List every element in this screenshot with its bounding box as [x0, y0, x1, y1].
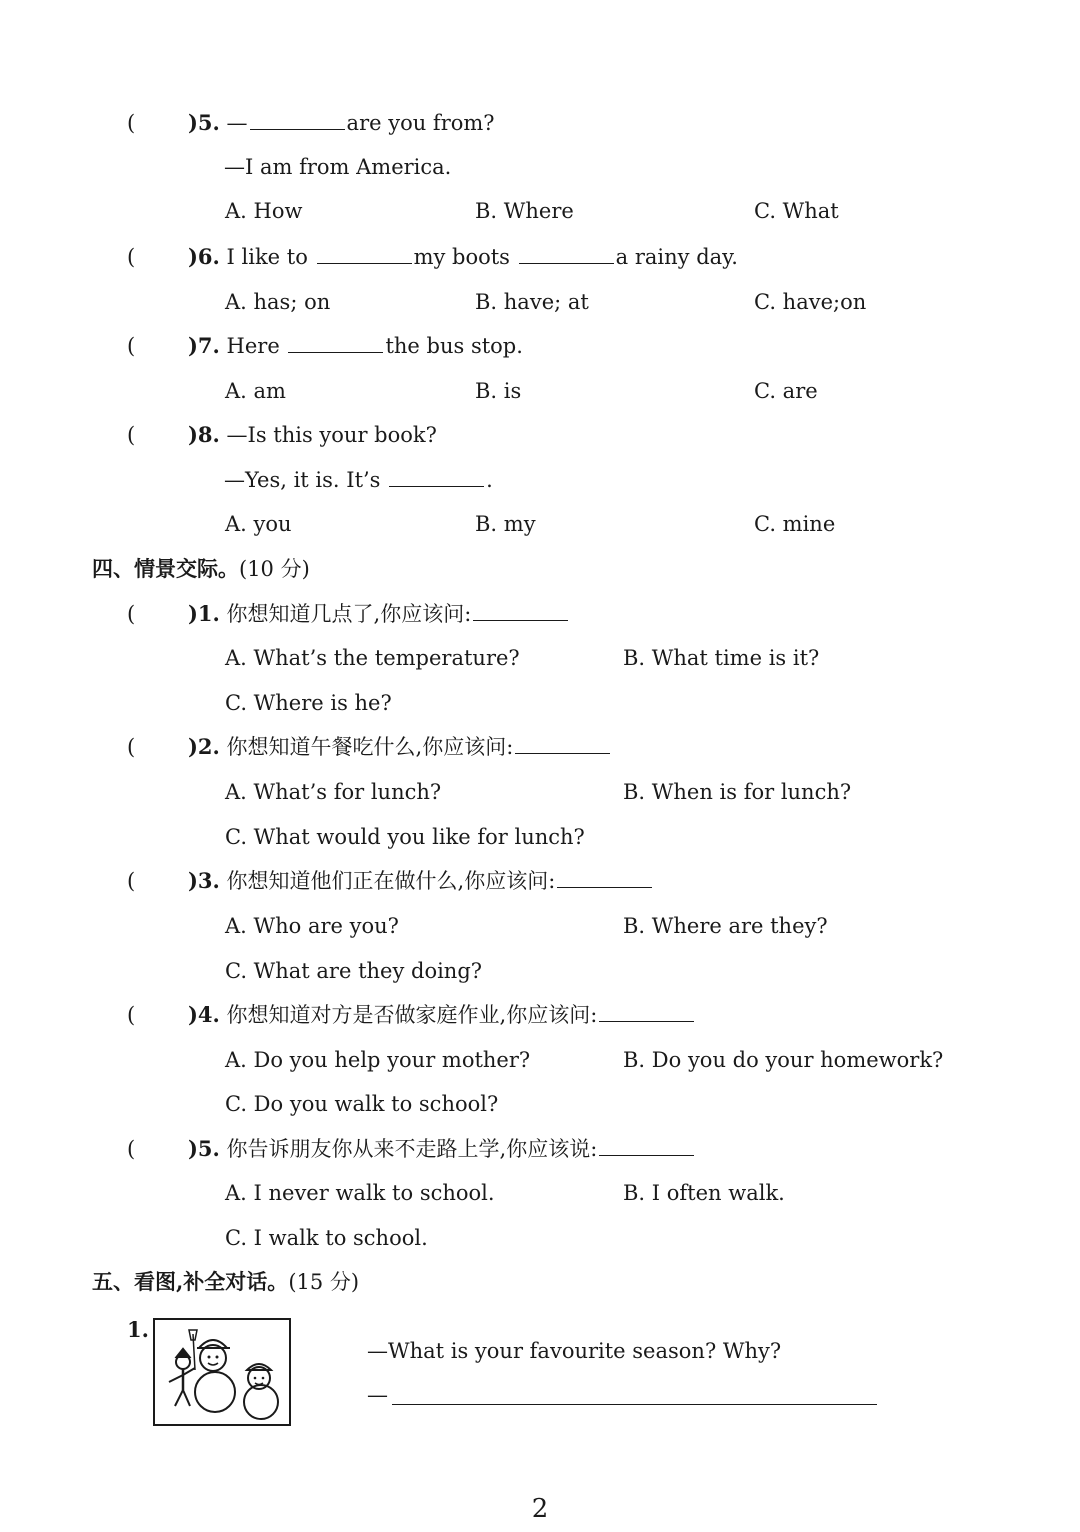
option-b[interactable]: B. my — [475, 512, 536, 536]
question-number: 1. — [127, 1317, 149, 1342]
answer-line[interactable] — [392, 1404, 877, 1405]
option-c[interactable]: C. I walk to school. — [225, 1226, 428, 1250]
question-number: )4. — [188, 1002, 220, 1027]
section-heading-5: 五、看图,补全对话。(15 分) — [92, 1269, 360, 1294]
answer-paren[interactable]: ( — [127, 602, 136, 626]
option-c[interactable]: C. What are they doing? — [225, 959, 483, 983]
answer-blank[interactable] — [557, 867, 652, 888]
question-number: )2. — [188, 734, 220, 759]
answer-blank[interactable] — [389, 466, 484, 487]
answer-paren[interactable]: ( — [127, 111, 136, 135]
answer-paren[interactable]: ( — [127, 245, 136, 269]
answer-paren[interactable]: ( — [127, 869, 136, 893]
option-c[interactable]: C. mine — [754, 512, 836, 536]
snowmen-picture — [153, 1318, 291, 1426]
answer-paren[interactable]: ( — [127, 1137, 136, 1161]
answer-dash: — — [367, 1383, 388, 1407]
option-b[interactable]: B. Do you do your homework? — [623, 1048, 944, 1072]
option-b[interactable]: B. When is for lunch? — [623, 780, 852, 804]
dialogue-answer: —Yes, it is. It’s . — [224, 468, 493, 492]
option-b[interactable]: B. have; at — [475, 290, 589, 314]
option-a[interactable]: A. How — [225, 199, 303, 223]
option-b[interactable]: B. I often walk. — [623, 1181, 785, 1205]
question-number: )3. — [188, 868, 220, 893]
option-c[interactable]: C. What would you like for lunch? — [225, 825, 585, 849]
dialogue-answer: —I am from America. — [224, 155, 452, 179]
answer-blank[interactable] — [473, 600, 568, 621]
option-c[interactable]: C. are — [754, 379, 818, 403]
option-c[interactable]: C. What — [754, 199, 839, 223]
snowman-illustration — [155, 1320, 289, 1424]
question-number: )1. — [188, 601, 220, 626]
answer-blank[interactable] — [250, 109, 345, 130]
dialogue-question: —What is your favourite season? Why? — [367, 1339, 782, 1363]
question-number: )5. — [188, 1136, 220, 1161]
option-c[interactable]: C. Where is he? — [225, 691, 392, 715]
answer-blank[interactable] — [317, 243, 412, 264]
answer-blank[interactable] — [515, 733, 610, 754]
option-a[interactable]: A. I never walk to school. — [225, 1181, 495, 1205]
option-b[interactable]: B. is — [475, 379, 522, 403]
option-a[interactable]: A. you — [225, 512, 292, 536]
option-a[interactable]: A. has; on — [225, 290, 331, 314]
option-c[interactable]: C. have;on — [754, 290, 867, 314]
option-b[interactable]: B. Where are they? — [623, 914, 828, 938]
option-b[interactable]: B. What time is it? — [623, 646, 820, 670]
option-a[interactable]: A. What’s the temperature? — [225, 646, 520, 670]
answer-blank[interactable] — [519, 243, 614, 264]
option-a[interactable]: A. Who are you? — [225, 914, 399, 938]
answer-paren[interactable]: ( — [127, 334, 136, 358]
question-number: )7. — [188, 333, 220, 358]
answer-blank[interactable] — [288, 332, 383, 353]
question-number: )8. — [188, 422, 220, 447]
option-b[interactable]: B. Where — [475, 199, 574, 223]
option-a[interactable]: A. Do you help your mother? — [225, 1048, 531, 1072]
answer-blank[interactable] — [599, 1135, 694, 1156]
answer-paren[interactable]: ( — [127, 735, 136, 759]
question-number: )6. — [188, 244, 220, 269]
page-number: 2 — [531, 1494, 549, 1524]
answer-blank[interactable] — [599, 1001, 694, 1022]
option-a[interactable]: A. What’s for lunch? — [225, 780, 442, 804]
option-c[interactable]: C. Do you walk to school? — [225, 1092, 499, 1116]
option-a[interactable]: A. am — [225, 379, 286, 403]
section-heading-4: 四、情景交际。(10 分) — [92, 556, 310, 581]
answer-paren[interactable]: ( — [127, 423, 136, 447]
answer-paren[interactable]: ( — [127, 1003, 136, 1027]
question-number: )5. — [188, 110, 220, 135]
